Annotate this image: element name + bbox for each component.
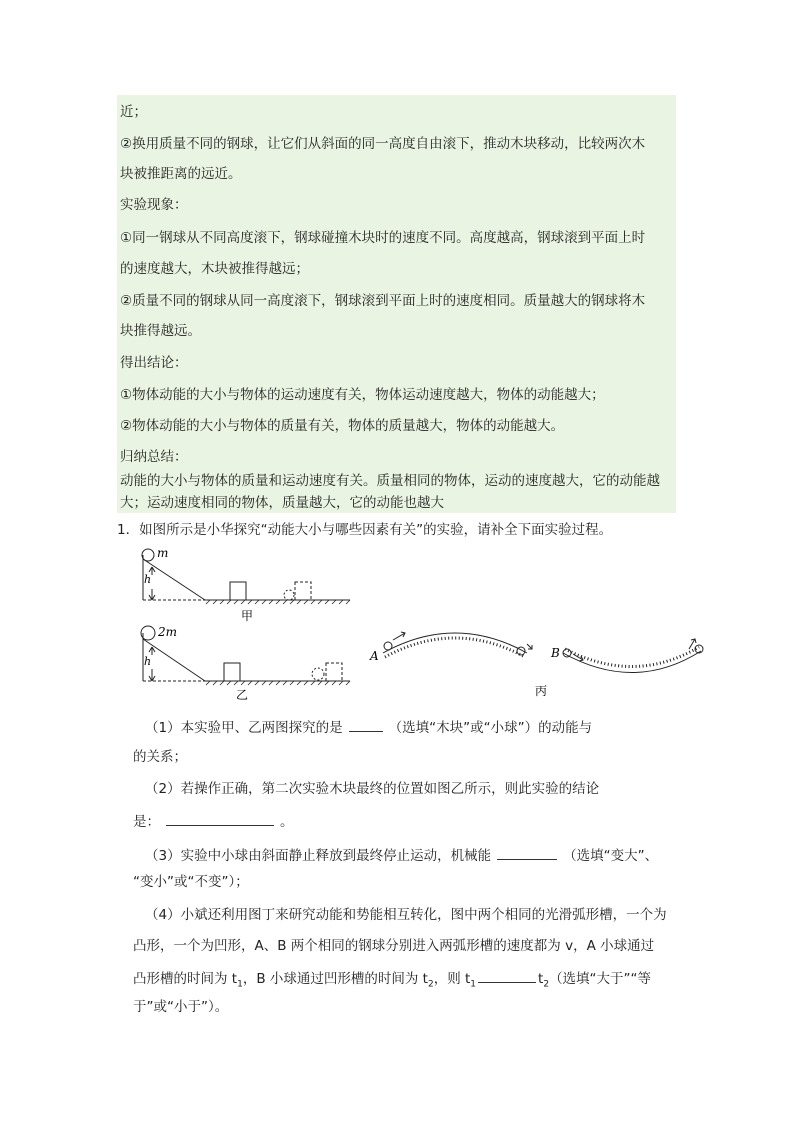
box-line: 归纳总结： bbox=[120, 449, 188, 465]
question-title: 1．如图所示是小华探究“动能大小与哪些因素有关”的实验，请补全下面实验过程。 bbox=[117, 522, 613, 538]
wood-block bbox=[230, 582, 246, 600]
q4-text: ，则 t bbox=[433, 971, 471, 987]
wood-block bbox=[224, 663, 240, 681]
q2-line bbox=[133, 811, 294, 831]
q4-sub: 1 bbox=[237, 979, 243, 990]
q1-line: 的关系； bbox=[133, 749, 187, 765]
q4-sub: 2 bbox=[543, 979, 550, 990]
box-line: ②换用质量不同的钢球，让它们从斜面的同一高度自由滚下，推动木块移动，比较两次木 bbox=[120, 136, 646, 152]
box-line: ②物体动能的大小与物体的质量有关，物体的质量越大，物体的动能越大。 bbox=[120, 418, 565, 434]
box-line: ②质量不同的钢球从同一高度滚下，钢球滚到平面上时的速度相同。质量越大的钢球将木 bbox=[120, 293, 646, 309]
wood-block-end bbox=[295, 582, 311, 600]
q3-line bbox=[145, 845, 658, 865]
box-line: 块推得越远。 bbox=[120, 323, 201, 339]
box-line: 的速度越大，木块被推得越远； bbox=[120, 261, 309, 277]
box-line: ①物体动能的大小与物体的运动速度有关，物体运动速度越大，物体的动能越大； bbox=[120, 387, 605, 403]
ball-a-start bbox=[384, 642, 392, 650]
q2-line: （2）若操作正确，第二次实验木块最终的位置如图乙所示，则此实验的结论 bbox=[145, 781, 600, 797]
box-line: 大；运动速度相同的物体，质量越大，它的动能也越大 bbox=[120, 495, 444, 511]
convex-track bbox=[383, 633, 527, 653]
label-2m: 2m bbox=[158, 625, 178, 639]
q1-text: （1）本实验甲、乙两图探究的是 bbox=[145, 720, 343, 736]
q4-sub: 1 bbox=[470, 979, 477, 990]
q3-blank[interactable] bbox=[497, 845, 557, 860]
q4-line: 于”或“小于”）。 bbox=[133, 999, 229, 1015]
q1-line bbox=[145, 717, 592, 737]
experiment-figure bbox=[135, 543, 710, 703]
wood-block-end bbox=[326, 663, 342, 681]
box-line: 近； bbox=[120, 104, 147, 120]
q4-line: （4）小斌还利用图丁来研究动能和势能相互转化，图中两个相同的光滑弧形槽，一个为 bbox=[145, 907, 667, 923]
q4-line bbox=[133, 968, 651, 994]
q4-text: （选填“大于”“等 bbox=[549, 971, 652, 987]
ball-b-start bbox=[563, 649, 571, 657]
box-line: 动能的大小与物体的质量和运动速度有关。质量相同的物体，运动的速度越大，它的动能越 bbox=[120, 473, 660, 489]
q4-line: 凸形，一个为凹形，A、B 两个相同的钢球分别进入两弧形槽的速度都为 v，A 小球通过 bbox=[133, 938, 655, 954]
label-B: B bbox=[551, 646, 560, 660]
box-line: ①同一钢球从不同高度滚下，钢球碰撞木块时的速度不同。高度越高，钢球滚到平面上时 bbox=[120, 230, 646, 246]
q4-text: ，B 小球通过凹形槽的时间为 t bbox=[242, 971, 428, 987]
concave-track bbox=[563, 651, 701, 673]
caption-bing: 丙 bbox=[535, 684, 548, 698]
q4-text: 凸形槽的时间为 t bbox=[133, 971, 238, 987]
label-m: m bbox=[157, 546, 169, 560]
box-line: 块被推距离的远近。 bbox=[120, 166, 242, 182]
q3-text: （3）实验中小球由斜面静止释放到最终停止运动，机械能 bbox=[145, 848, 492, 864]
q4-blank[interactable] bbox=[478, 968, 536, 983]
q4-text: t bbox=[538, 971, 544, 987]
label-h: h bbox=[144, 573, 152, 586]
caption-yi: 乙 bbox=[236, 688, 249, 702]
box-line: 得出结论： bbox=[120, 355, 188, 371]
box-line: 实验现象： bbox=[120, 197, 188, 213]
label-h: h bbox=[144, 655, 152, 668]
q1-blank[interactable] bbox=[349, 717, 383, 732]
q4-sub: 2 bbox=[427, 979, 434, 990]
q1-text: （选填“木块”或“小球”）的动能与 bbox=[388, 720, 593, 736]
q2-text: 。 bbox=[280, 814, 294, 830]
q2-blank[interactable] bbox=[166, 811, 274, 826]
q3-line: “变小”或“不变”）； bbox=[133, 874, 249, 890]
q2-text: 是： bbox=[133, 814, 160, 830]
q3-text: （选填“变大”、 bbox=[563, 848, 659, 864]
caption-jia: 甲 bbox=[241, 609, 254, 623]
label-A: A bbox=[370, 649, 379, 663]
